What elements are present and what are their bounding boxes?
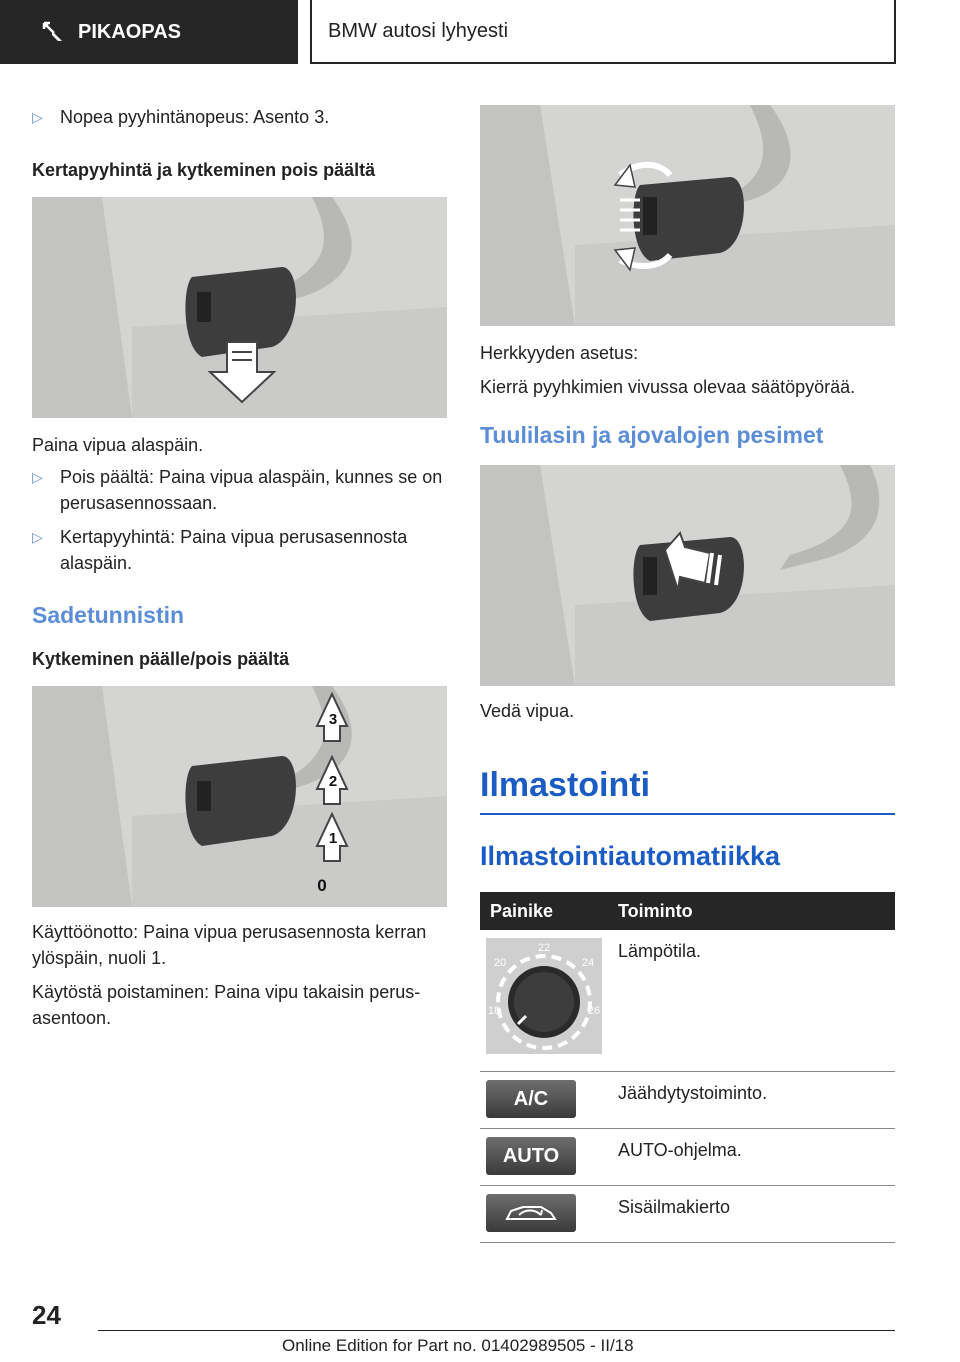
position-label: 1 xyxy=(328,830,338,847)
bullet-triangle-icon: ▷ xyxy=(32,529,43,545)
right-column xyxy=(480,105,895,1243)
header-section-tab xyxy=(0,0,298,64)
figure-sensitivity xyxy=(480,105,895,326)
recirculation-text: Sisäilmakierto xyxy=(608,1186,895,1243)
position-label: 0 xyxy=(317,876,327,895)
pull-lever-illustration xyxy=(480,465,895,686)
position-label: 3 xyxy=(328,711,338,728)
table-row xyxy=(480,1186,895,1243)
dial-label: 18 xyxy=(487,1005,501,1017)
table-row xyxy=(480,1129,895,1186)
bullet-triangle-icon: ▷ xyxy=(32,109,43,125)
header-title: BMW autosi lyhyesti xyxy=(328,19,509,42)
figure-pull-lever xyxy=(480,465,895,686)
figure-lever-positions xyxy=(32,686,447,907)
lever-down-illustration xyxy=(32,197,447,418)
auto-text: AUTO-ohjelma. xyxy=(608,1129,895,1186)
heading-climate: Ilmastointi xyxy=(480,766,651,804)
bullet-fast-speed: ▷ Nopea pyyhintänopeus: Asento 3. xyxy=(32,104,447,130)
page-number: 24 xyxy=(32,1300,61,1330)
ac-button: A/C xyxy=(486,1080,576,1118)
recirculation-car-icon xyxy=(501,1201,561,1225)
recirculation-button-cell xyxy=(480,1186,608,1243)
temperature-dial-icon xyxy=(486,938,602,1054)
dial-label: 24 xyxy=(581,957,595,969)
caption-press-down: Paina vipua alaspäin. xyxy=(32,435,204,455)
footer-edition: Online Edition for Part no. 01402989505 - II/18 xyxy=(282,1336,634,1355)
heading-on-off: Kytkeminen päälle/pois päältä xyxy=(32,649,290,669)
column-header: Painike xyxy=(480,892,608,930)
footer-rule xyxy=(98,1330,895,1331)
dial-label: 20 xyxy=(493,957,507,969)
heading-auto-climate: Ilmastointiautomatiikka xyxy=(480,841,781,871)
table-row xyxy=(480,930,895,1072)
recirculation-button xyxy=(486,1194,576,1232)
auto-button-cell xyxy=(480,1129,608,1186)
column-header: Toiminto xyxy=(608,892,895,930)
climate-buttons-table xyxy=(480,892,895,1243)
bullet-off: ▷ Pois päältä: Paina vipua alaspäin, kunnes se on perusasennossaan. xyxy=(32,464,447,516)
auto-button: AUTO xyxy=(486,1137,576,1175)
figure-lever-down xyxy=(32,197,447,418)
heading-rain-sensor: Sadetunnistin xyxy=(32,602,185,628)
heading-underline xyxy=(480,813,895,815)
ac-button-cell xyxy=(480,1072,608,1129)
para-activation: Käyttöönotto: Paina vipua perusasennosta kerran ylöspäin, nuoli 1. xyxy=(32,922,427,968)
caption-sensitivity: Herkkyyden asetus: xyxy=(480,343,639,363)
sensitivity-wheel-illustration xyxy=(480,105,895,326)
dial-label: 26 xyxy=(587,1005,601,1017)
dial-label: 22 xyxy=(537,942,551,954)
ac-text: Jäähdytystoiminto. xyxy=(608,1072,895,1129)
caption-pull: Vedä vipua. xyxy=(480,701,575,721)
left-column xyxy=(32,100,447,1031)
lever-positions-illustration xyxy=(32,686,447,907)
temperature-dial-cell xyxy=(480,930,608,1072)
header-title-box xyxy=(310,0,896,64)
bullet-single-wipe: ▷ Kertapyyhintä: Paina vipua perusasennosta alaspäin. xyxy=(32,524,447,576)
bullet-triangle-icon: ▷ xyxy=(32,469,43,485)
caption-turn-wheel: Kierrä pyyhkimien vivussa olevaa säätöpyörää. xyxy=(480,377,856,397)
quick-guide-icon xyxy=(40,19,66,45)
heading-washers: Tuulilasin ja ajovalojen pesimet xyxy=(480,422,824,448)
heading-single-wipe: Kertapyyhintä ja kytkeminen pois päältä xyxy=(32,160,376,180)
header-section-label: PIKAOPAS xyxy=(78,20,181,43)
table-header-row xyxy=(480,892,895,930)
para-deactivation: Käytöstä poistaminen: Paina vipu takaisin perusasentoon. xyxy=(32,982,421,1028)
temperature-text: Lämpötila. xyxy=(608,930,895,1072)
position-label: 2 xyxy=(328,773,338,790)
table-row xyxy=(480,1072,895,1129)
